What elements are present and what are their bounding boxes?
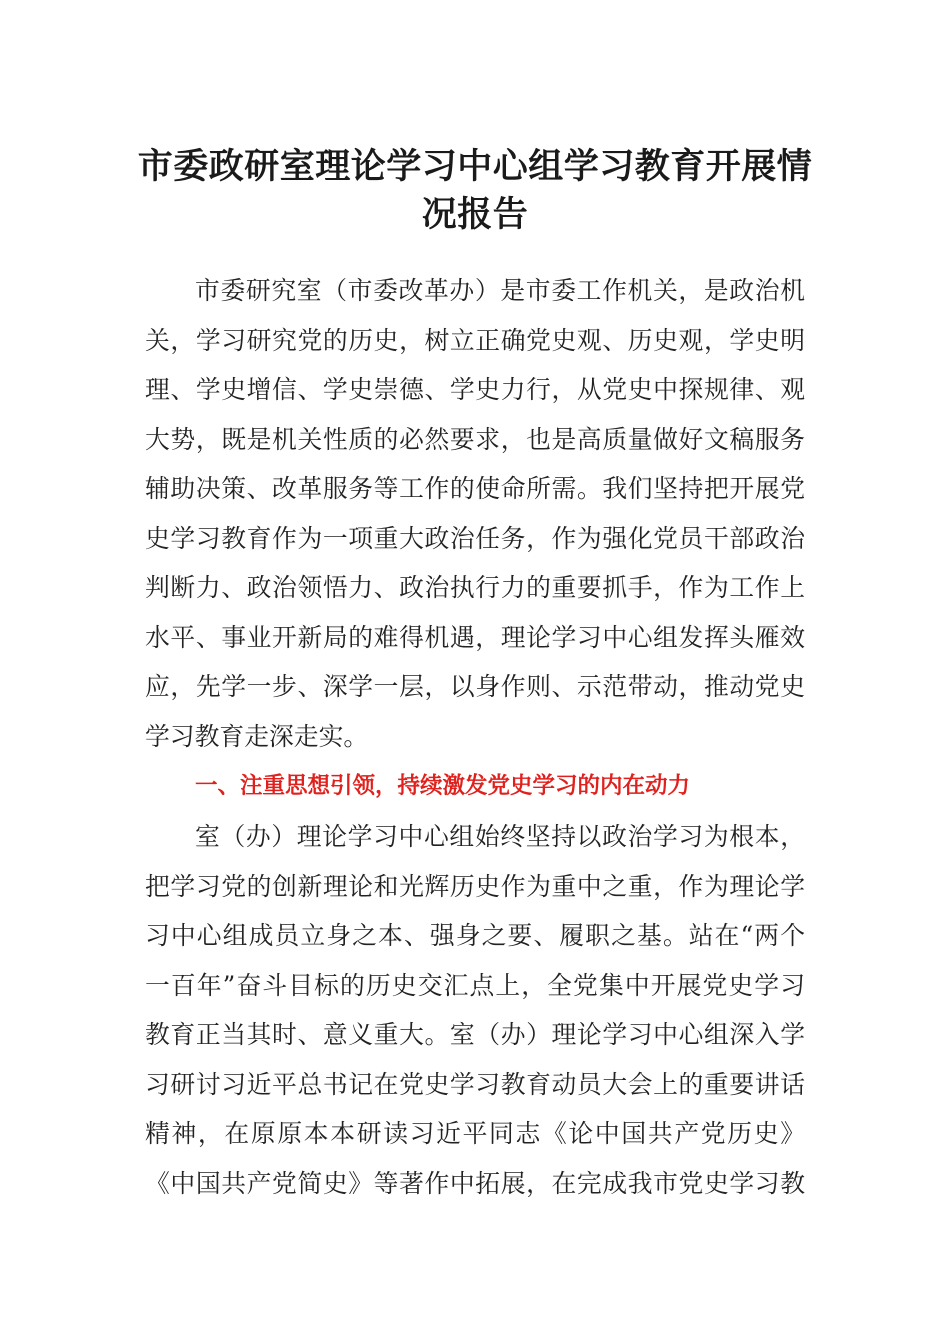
paragraph-intro bbox=[145, 266, 805, 761]
paragraph-line: 大势，既是机关性质的必然要求，也是高质量做好文稿服务 bbox=[145, 424, 805, 454]
paragraph-line: 《中国共产党简史》等著作中拓展，在完成我市党史学习教 bbox=[145, 1168, 805, 1198]
paragraph-line: 水平、事业开新局的难得机遇，理论学习中心组发挥头雁效 bbox=[145, 622, 805, 652]
paragraph-line: 关，学习研究党的历史，树立正确党史观、历史观，学史明 bbox=[145, 325, 805, 355]
paragraph-line: 判断力、政治领悟力、政治执行力的重要抓手，作为工作上 bbox=[145, 573, 805, 602]
paragraph-section1 bbox=[145, 812, 805, 1208]
paragraph-line: 教育正当其时、意义重大。室（办）理论学习中心组深入学 bbox=[145, 1020, 805, 1049]
paragraph-line: 应，先学一步、深学一层，以身作则、示范带动，推动党史 bbox=[145, 672, 805, 701]
document-title bbox=[130, 143, 820, 239]
paragraph-line: 把学习党的创新理论和光辉历史作为重中之重，作为理论学 bbox=[145, 871, 805, 901]
title-line: 市委政研室理论学习中心组学习教育开展情 bbox=[137, 146, 813, 187]
paragraph-line: 一百年”奋斗目标的历史交汇点上，全党集中开展党史学习 bbox=[145, 970, 805, 1000]
paragraph-line: 学习教育走深走实。 bbox=[145, 721, 369, 751]
paragraph-line: 史学习教育作为一项重大政治任务，作为强化党员干部政治 bbox=[145, 523, 805, 553]
paragraph-line: 辅助决策、改革服务等工作的使命所需。我们坚持把开展党 bbox=[145, 474, 805, 503]
paragraph-line: 理、学史增信、学史崇德、学史力行，从党史中探规律、观 bbox=[145, 375, 805, 404]
section-heading: 一、注重思想引领，持续激发党史学习的内在动力 bbox=[195, 773, 691, 799]
paragraph-line: 精神，在原原本本研读习近平同志《论中国共产党历史》 bbox=[145, 1119, 805, 1148]
title-line: 况报告 bbox=[421, 194, 529, 235]
paragraph-line: 市委研究室（市委改革办）是市委工作机关，是政治机 bbox=[195, 276, 805, 305]
paragraph-line: 室（办）理论学习中心组始终坚持以政治学习为根本， bbox=[195, 822, 805, 851]
paragraph-line: 习中心组成员立身之本、强身之要、履职之基。站在“两个 bbox=[145, 921, 805, 950]
paragraph-line: 习研讨习近平总书记在党史学习教育动员大会上的重要讲话 bbox=[145, 1069, 805, 1099]
